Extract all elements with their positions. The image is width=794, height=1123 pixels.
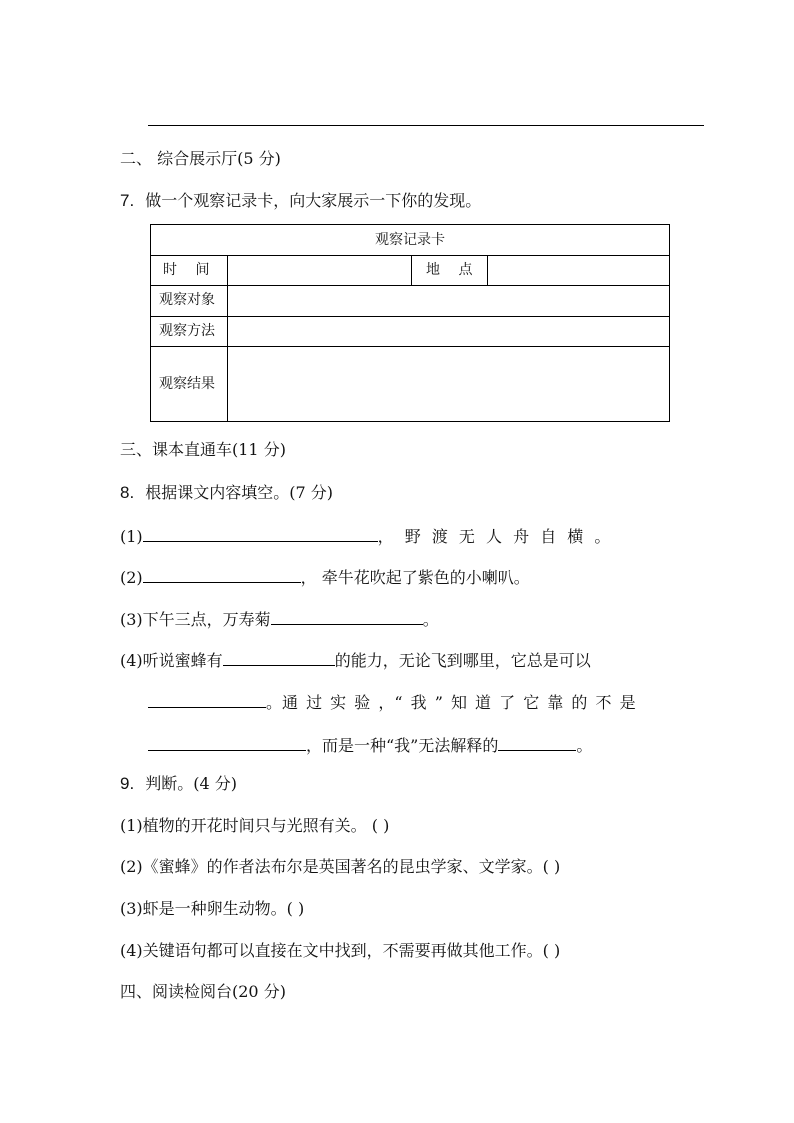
item-text: 关键语句都可以直接在文中找到，不需要再做其他工作。( ) xyxy=(142,941,561,960)
section-heading-3: 三、课本直通车(11 分) xyxy=(120,440,286,459)
item-text: 。通 过 实 验 ，“ 我 ” 知 道 了 它 靠 的 不 是 xyxy=(266,693,636,712)
fill-item-1 xyxy=(120,524,610,547)
item-label: (4) xyxy=(120,651,143,670)
question-number: 7. xyxy=(120,191,135,210)
answer-blank[interactable] xyxy=(143,565,301,583)
item-text: 下午三点，万寿菊 xyxy=(142,610,271,629)
question-number: 9. xyxy=(120,774,135,793)
item-text: 植物的开花时间只与光照有关。 ( ) xyxy=(142,816,390,835)
method-label: 观察方法 xyxy=(159,323,215,339)
question-7 xyxy=(120,191,481,211)
question-8 xyxy=(120,483,333,503)
method-field[interactable] xyxy=(228,317,668,346)
answer-blank[interactable] xyxy=(143,524,378,542)
column-divider xyxy=(411,255,412,285)
card-title: 观察记录卡 xyxy=(375,232,445,248)
item-text: 《蜜蜂》的作者法布尔是英国著名的昆虫学家、文学家。( ) xyxy=(142,857,561,876)
item-label: (2) xyxy=(120,568,143,587)
answer-blank[interactable] xyxy=(223,648,335,666)
time-label: 时 间 xyxy=(163,262,210,278)
item-text: ， 牵牛花吹起了紫色的小喇叭。 xyxy=(300,568,530,587)
question-number: 8. xyxy=(120,483,135,502)
item-text: 的能力，无论飞到哪里，它总是可以 xyxy=(334,651,591,670)
item-text: 听说蜜蜂有 xyxy=(142,651,223,670)
place-field[interactable] xyxy=(488,256,668,285)
question-9 xyxy=(120,774,237,794)
fill-item-3 xyxy=(120,607,439,630)
question-text: 判断。(4 分) xyxy=(145,774,238,793)
item-label: (1) xyxy=(120,527,143,546)
item-text: 虾是一种卵生动物。( ) xyxy=(142,899,305,918)
item-text: ， 野 渡 无 人 舟 自 横 。 xyxy=(377,527,611,546)
fill-item-4-line-3 xyxy=(148,733,592,756)
question-text: 做一个观察记录卡，向大家展示一下你的发现。 xyxy=(145,191,482,210)
judge-item-1 xyxy=(120,816,389,836)
fill-item-4-line-2 xyxy=(148,690,636,713)
item-label: (4) xyxy=(120,941,143,960)
item-label: (3) xyxy=(120,899,143,918)
place-label: 地 点 xyxy=(426,262,473,278)
item-text: ，而是一种“我”无法解释的 xyxy=(306,736,499,755)
judge-item-4 xyxy=(120,941,560,961)
item-label: (1) xyxy=(120,816,143,835)
result-label: 观察结果 xyxy=(159,376,215,392)
item-text: 。 xyxy=(422,610,439,629)
fill-item-4-line-1 xyxy=(120,648,591,671)
answer-blank[interactable] xyxy=(148,733,306,751)
item-label: (2) xyxy=(120,857,143,876)
time-field[interactable] xyxy=(228,256,411,285)
section-heading-4: 四、阅读检阅台(20 分) xyxy=(120,982,286,1001)
object-label: 观察对象 xyxy=(159,292,215,308)
item-text: 。 xyxy=(576,736,593,755)
answer-blank[interactable] xyxy=(148,690,266,708)
top-rule xyxy=(148,125,704,126)
object-field[interactable] xyxy=(228,286,668,316)
judge-item-2 xyxy=(120,857,560,877)
result-field[interactable] xyxy=(228,347,668,420)
question-text: 根据课文内容填空。(7 分) xyxy=(145,483,334,502)
answer-blank[interactable] xyxy=(498,733,576,751)
section-heading-2: 二、 综合展示厅(5 分) xyxy=(120,149,281,168)
observation-card xyxy=(150,224,670,422)
answer-blank[interactable] xyxy=(271,607,423,625)
item-label: (3) xyxy=(120,610,143,629)
judge-item-3 xyxy=(120,899,304,919)
fill-item-2 xyxy=(120,565,530,588)
